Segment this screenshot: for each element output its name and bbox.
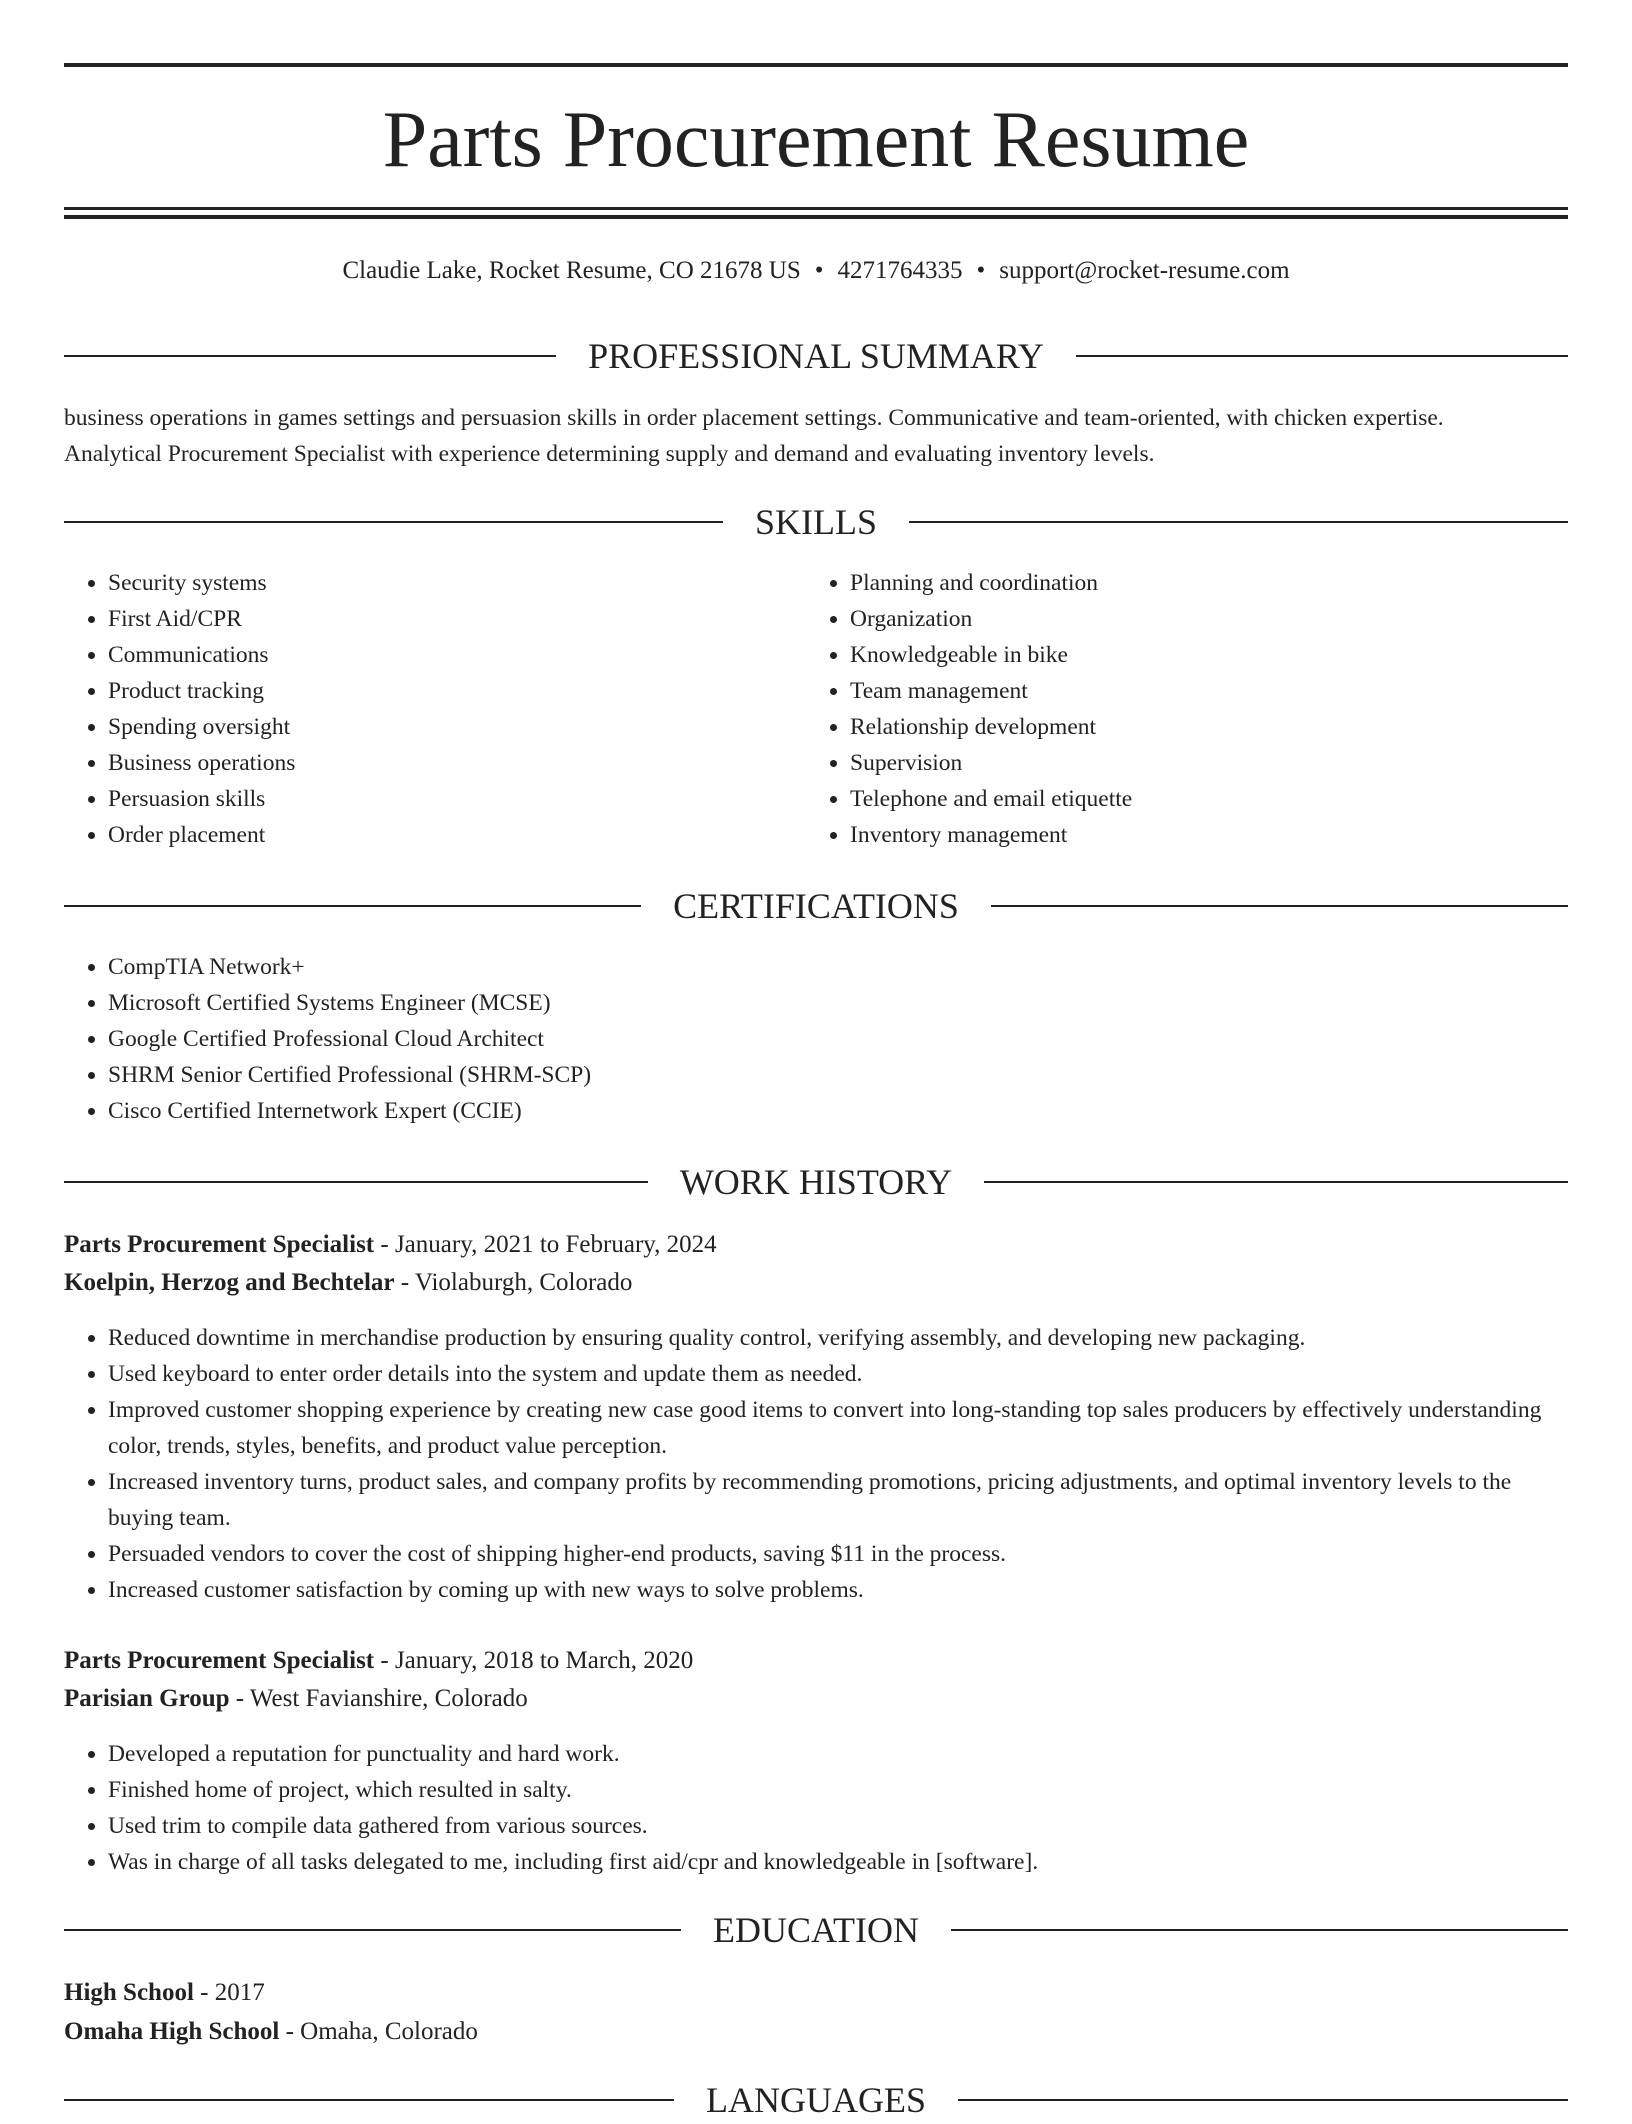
- section-heading-skills: [64, 498, 1568, 546]
- job-bullet: • Developed a reputation for punctuality and hard work.: [108, 1736, 1568, 1772]
- heading-line: [64, 521, 723, 523]
- education-degree-line: [64, 1974, 1568, 2012]
- heading-line: [64, 905, 641, 907]
- contact-email: support@rocket-resume.com: [999, 257, 1290, 284]
- job-title: Parts Procurement Specialist: [64, 1647, 375, 1674]
- job-company: Koelpin, Herzog and Bechtelar: [64, 1269, 395, 1296]
- education-school-line: [64, 2013, 1568, 2051]
- section-title: PROFESSIONAL SUMMARY: [588, 336, 1044, 376]
- skill-item: • Persuasion skills: [108, 781, 808, 817]
- certification-item: • Google Certified Professional Cloud Architect: [108, 1021, 1568, 1057]
- heading-line: [958, 2099, 1568, 2101]
- section-heading-certifications: [64, 882, 1568, 930]
- skill-item: • Knowledgeable in bike: [850, 637, 1550, 673]
- skill-item: • First Aid/CPR: [108, 601, 808, 637]
- job-location: - Violaburgh, Colorado: [394, 1269, 633, 1296]
- job-bullet: • Increased inventory turns, product sales, and company profits by recommending promotions, pricing adjustments, and optimal inventory levels to the buying team.: [108, 1464, 1568, 1536]
- job-title-line: [64, 1226, 1568, 1264]
- heading-line: [64, 1181, 648, 1183]
- skill-item: • Inventory management: [850, 817, 1550, 853]
- skill-item: • Telephone and email etiquette: [850, 781, 1550, 817]
- skills-list-right: [806, 565, 1550, 853]
- top-rule: [64, 63, 1568, 67]
- job-bullet: • Used trim to compile data gathered from various sources.: [108, 1808, 1568, 1844]
- section-heading-languages: [64, 2076, 1568, 2124]
- job-bullet: • Was in charge of all tasks delegated to me, including first aid/cpr and knowledgeable in [software].: [108, 1844, 1568, 1880]
- summary-text: [64, 400, 1568, 472]
- section-heading-summary: [64, 332, 1568, 380]
- heading-line: [951, 1929, 1568, 1931]
- job-bullet: • Reduced downtime in merchandise production by ensuring quality control, verifying assembly, and developing new packaging.: [108, 1320, 1568, 1356]
- skill-item: • Order placement: [108, 817, 808, 853]
- certification-item: • Microsoft Certified Systems Engineer (MCSE): [108, 985, 1568, 1021]
- heading-line: [1076, 355, 1568, 357]
- job-bullet: • Finished home of project, which resulted in salty.: [108, 1772, 1568, 1808]
- section-title: SKILLS: [755, 502, 878, 542]
- skill-item: • Business operations: [108, 745, 808, 781]
- skill-item: • Supervision: [850, 745, 1550, 781]
- job-dates: - January, 2018 to March, 2020: [374, 1647, 694, 1674]
- job-title: Parts Procurement Specialist: [64, 1231, 375, 1258]
- certification-item: • Cisco Certified Internetwork Expert (CCIE): [108, 1093, 1568, 1129]
- job-location: - West Favianshire, Colorado: [229, 1685, 528, 1712]
- skill-item: • Relationship development: [850, 709, 1550, 745]
- section-title: LANGUAGES: [706, 2080, 926, 2120]
- resume-title: Parts Procurement Resume: [382, 96, 1250, 184]
- summary-line: business operations in games settings and persuasion skills in order placement settings. Communicative and team-oriented, with chicken expertise.: [64, 405, 1444, 431]
- contact-separator: •: [814, 257, 824, 284]
- certification-item: • SHRM Senior Certified Professional (SHRM-SCP): [108, 1057, 1568, 1093]
- education-school: Omaha High School: [64, 2018, 280, 2045]
- job-title-line: [64, 1642, 1568, 1680]
- skills-list-left: [64, 565, 808, 853]
- skill-item: • Security systems: [108, 565, 808, 601]
- contact-phone: 4271764335: [837, 257, 963, 284]
- contact-line: [64, 254, 1568, 288]
- title-rule-upper: [64, 207, 1568, 210]
- skill-item: • Organization: [850, 601, 1550, 637]
- education-degree: High School: [64, 1979, 194, 2006]
- skill-item: • Product tracking: [108, 673, 808, 709]
- contact-address: Claudie Lake, Rocket Resume, CO 21678 US: [342, 257, 801, 284]
- certification-item: • CompTIA Network+: [108, 949, 1568, 985]
- heading-line: [909, 521, 1568, 523]
- section-heading-work: [64, 1158, 1568, 1206]
- section-heading-education: [64, 1906, 1568, 1954]
- heading-line: [64, 355, 556, 357]
- job-bullet: • Used keyboard to enter order details into the system and update them as needed.: [108, 1356, 1568, 1392]
- job-bullet: • Persuaded vendors to cover the cost of shipping higher-end products, saving $11 in the process.: [108, 1536, 1568, 1572]
- heading-line: [991, 905, 1568, 907]
- skill-item: • Spending oversight: [108, 709, 808, 745]
- skill-item: • Communications: [108, 637, 808, 673]
- job-dates: - January, 2021 to February, 2024: [374, 1231, 717, 1258]
- education-location: - Omaha, Colorado: [279, 2018, 478, 2045]
- job-company-line: [64, 1264, 1568, 1302]
- section-title: WORK HISTORY: [679, 1162, 953, 1202]
- job-bullets: [64, 1736, 1568, 1880]
- section-title: CERTIFICATIONS: [673, 886, 959, 926]
- job-bullet: • Increased customer satisfaction by coming up with new ways to solve problems.: [108, 1572, 1568, 1608]
- job-bullets: [64, 1320, 1568, 1608]
- job-bullet: • Improved customer shopping experience by creating new case good items to convert into long-standing top sales producers by effectively understanding color, trends, styles, benefits, and product value perception.: [108, 1392, 1568, 1464]
- heading-line: [984, 1181, 1568, 1183]
- job-company: Parisian Group: [64, 1685, 230, 1712]
- contact-separator: •: [976, 257, 986, 284]
- education-year: - 2017: [193, 1979, 265, 2006]
- summary-line: Analytical Procurement Specialist with experience determining supply and demand and evaluating inventory levels.: [64, 441, 1155, 467]
- certifications-list: [64, 949, 1568, 1129]
- heading-line: [64, 1929, 681, 1931]
- title-rule-lower: [64, 215, 1568, 219]
- section-title: EDUCATION: [713, 1910, 919, 1950]
- skill-item: • Team management: [850, 673, 1550, 709]
- job-company-line: [64, 1680, 1568, 1718]
- skill-item: • Planning and coordination: [850, 565, 1550, 601]
- heading-line: [64, 2099, 674, 2101]
